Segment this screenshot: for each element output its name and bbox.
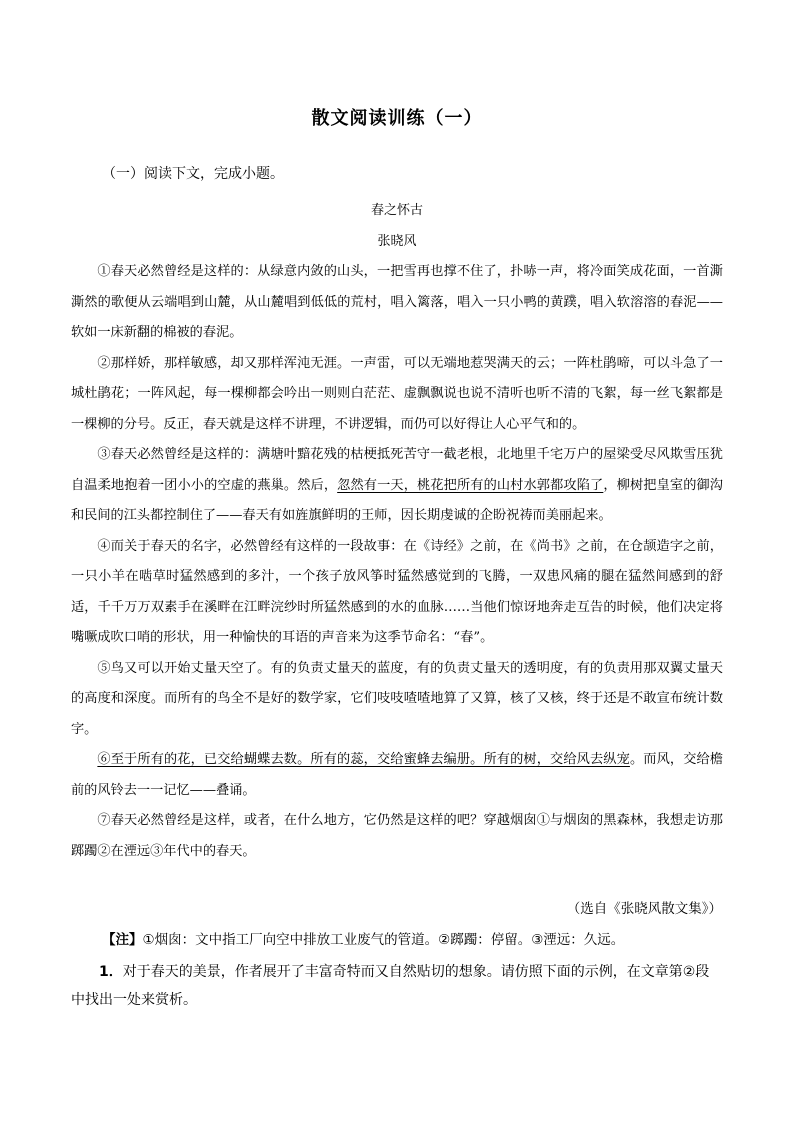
paragraph-1: ①春天必然曾经是这样的：从绿意内敛的山头，一把雪再也撑不住了，扑哧一声，将冷面笑成花面，一首澌澌然的歌便从云端唱到山麓，从山麓唱到低低的荒村，唱入篱落，唱入一只小鸭的黄蹼，唱入软溶溶的春泥——软如一床新翻的棉被的春泥。 (71, 264, 723, 340)
paragraph-6-underlined: ⑥至于所有的花，已交给蝴蝶去数。所有的蕊，交给蜜蜂去编册。所有的树，交给风去纵宠 (97, 752, 630, 767)
footnote-text: ①烟囱：文中指工厂向空中排放工业废气的管道。②踯躅：停留。③湮远：久远。 (142, 932, 625, 948)
question-1-text: 对于春天的美景，作者展开了丰富奇特而又自然贴切的想象。请仿照下面的示例，在文章第②段中找出一处来赏析。 (71, 964, 710, 1008)
paragraph-3 (71, 440, 723, 532)
footnote (102, 928, 732, 948)
paragraph-6 (71, 745, 723, 806)
passage-source: （选自《张晓风散文集》） (566, 901, 722, 917)
paragraph-3-underlined: 忽然有一天，桃花把所有的山村水郭都攻陷了 (337, 477, 604, 493)
footnote-label: 【注】 (102, 932, 143, 948)
page-title: 散文阅读训练（一） (311, 108, 483, 129)
question-1-number: 1． (99, 964, 123, 980)
question-1 (71, 958, 723, 1014)
paragraph-5: ⑤鸟又可以开始丈量天空了。有的负责丈量天的蓝度，有的负责丈量天的透明度，有的负责用那双翼丈量天的高度和深度。而所有的鸟全不是好的数学家，它们吱吱喳喳地算了又算，核了又核，终于还是不敢宣布统计数字。 (71, 660, 723, 737)
passage-title: 春之怀古 (370, 203, 423, 218)
paragraph-2: ②那样娇，那样敏感，却又那样浑沌无涯。一声雷，可以无端地惹哭满天的云；一阵杜鹃啼，可以斗急了一城杜鹃花；一阵风起，每一棵柳都会吟出一则则白茫茫、虚飘飘说也说不清听也听不清的飞絮，每一丝飞絮都是一棵柳的分号。反正，春天就是这样不讲理，不讲逻辑，而仍可以好得让人心平气和的。 (71, 355, 723, 432)
passage-author: 张晓风 (377, 234, 417, 249)
paragraph-6-text: 。而风，交给檐前的风铃去一一记忆——叠诵。 (71, 752, 724, 798)
paragraph-3-text-a: ③春天必然曾经是这样的：满塘叶黯花残的枯梗抵死苦守一截老根，北地里千宅万户的屋梁受尽风欺雪压犹自温柔地抱着一团小小的空虚的燕巢。然后， (71, 447, 723, 493)
paragraph-3-text-b: ，柳树把皇室的御沟和民间的江头都控制住了——春天有如旌旗鲜明的王师，因长期虔诚的企盼祝祷而美丽起来。 (71, 477, 723, 523)
paragraph-4: ④而关于春天的名字，必然曾经有这样的一段故事：在《诗经》之前，在《尚书》之前，在仓颉造字之前，一只小羊在啮草时猛然感到的多汁，一个孩子放风筝时猛然感觉到的飞腾，一双患风痛的腿在猛然间感到的舒适，千千万万双素手在溪畔在江畔浣纱时所猛然感到的水的血脉……当他们惊讶地奔走互告的时候，他们决定将嘴噘成吹口哨的形状，用一种愉快的耳语的声音来为这季节命名：“春”。 (71, 538, 723, 645)
passage-body (71, 257, 723, 867)
paragraph-7: ⑦春天必然曾经是这样，或者，在什么地方，它仍然是这样的吧？穿越烟囱①与烟囱的黑森林，我想走访那踯躅②在湮远③年代中的春天。 (71, 813, 723, 859)
section-intro: （一）阅读下文，完成小题。 (102, 166, 284, 182)
